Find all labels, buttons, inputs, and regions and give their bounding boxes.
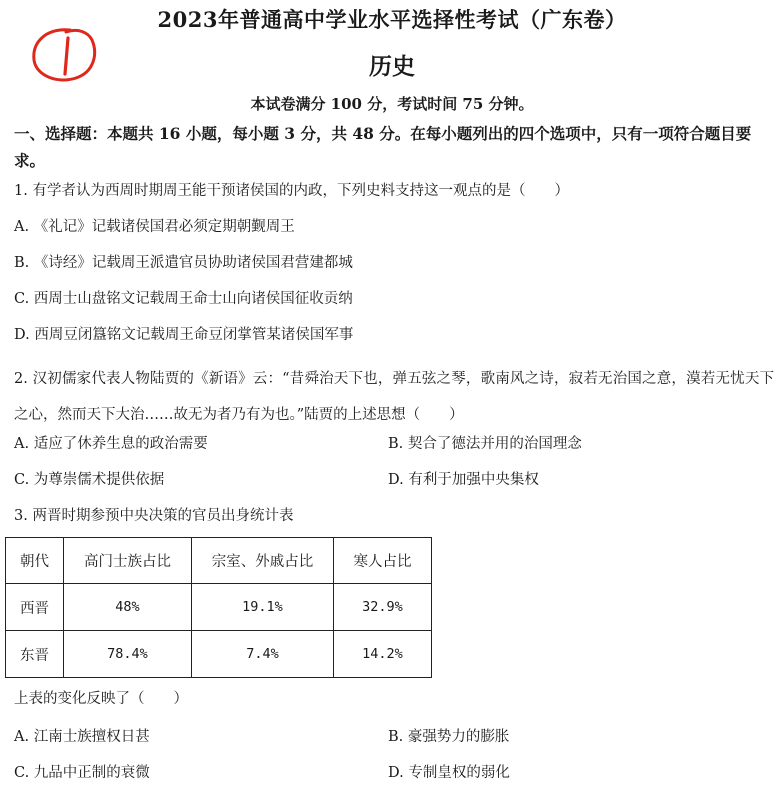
table-header-cell: 宗室、外戚占比 <box>192 538 334 584</box>
question-3-stem: 3. 两晋时期参预中央决策的官员出身统计表 <box>14 508 294 524</box>
question-3-option-a: A. 江南士族擅权日甚 <box>14 729 150 745</box>
question-1-option-c: C. 西周士山盘铭文记载周王命士山向诸侯国征收贡纳 <box>14 291 353 307</box>
table-cell: 32.9% <box>334 584 432 631</box>
exam-title: 2023年普通高中学业水平选择性考试（广东卷） <box>157 7 627 32</box>
question-2-option-b: B. 契合了德法并用的治国理念 <box>388 436 582 452</box>
table-header-row <box>6 538 432 584</box>
table-cell-dynasty: 东晋 <box>6 631 64 678</box>
official-origin-stats-table <box>5 537 432 678</box>
question-2-option-a: A. 适应了休养生息的政治需要 <box>14 436 208 452</box>
table-cell: 14.2% <box>334 631 432 678</box>
question-3-option-d: D. 专制皇权的弱化 <box>388 765 510 781</box>
question-2-stem: 2. 汉初儒家代表人物陆贾的《新语》云：“昔舜治天下也，弹五弦之琴，歌南风之诗，寂若无治国之意，漠若无忧天下之心，然而天下大治……故无为者乃有为也。”陆贾的上述思想（ ） <box>14 371 774 423</box>
question-2-option-d: D. 有利于加强中央集权 <box>388 472 539 488</box>
question-1-option-a: A. 《礼记》记载诸侯国君必须定期朝觐周王 <box>14 219 295 235</box>
question-1-stem: 1. 有学者认为西周时期周王能干预诸侯国的内政，下列史料支持这一观点的是（ ） <box>14 183 569 199</box>
table-row <box>6 631 432 678</box>
question-2-option-c: C. 为尊崇儒术提供依据 <box>14 472 165 488</box>
exam-subject: 历史 <box>369 53 415 80</box>
exam-info: 本试卷满分 100 分，考试时间 75 分钟。 <box>250 95 534 113</box>
question-3-option-c: C. 九品中正制的衰微 <box>14 765 150 781</box>
table-header-cell: 高门士族占比 <box>64 538 192 584</box>
question-1-option-d: D. 西周豆闭簋铭文记载周王命豆闭掌管某诸侯国军事 <box>14 327 354 343</box>
table-cell: 48% <box>64 584 192 631</box>
table-cell: 7.4% <box>192 631 334 678</box>
table-cell: 19.1% <box>192 584 334 631</box>
question-1-option-b: B. 《诗经》记载周王派遣官员协助诸侯国君营建都城 <box>14 255 353 271</box>
table-cell-dynasty: 西晋 <box>6 584 64 631</box>
section-heading: 一、选择题：本题共 16 小题，每小题 3 分，共 48 分。在每小题列出的四个选项中，只有一项符合题目要求。 <box>14 124 752 170</box>
table-header-cell: 朝代 <box>6 538 64 584</box>
table-row <box>6 584 432 631</box>
question-3-followup: 上表的变化反映了（ ） <box>14 691 188 707</box>
table-header-cell: 寒人占比 <box>334 538 432 584</box>
question-3-option-b: B. 豪强势力的膨胀 <box>388 729 510 745</box>
table-cell: 78.4% <box>64 631 192 678</box>
